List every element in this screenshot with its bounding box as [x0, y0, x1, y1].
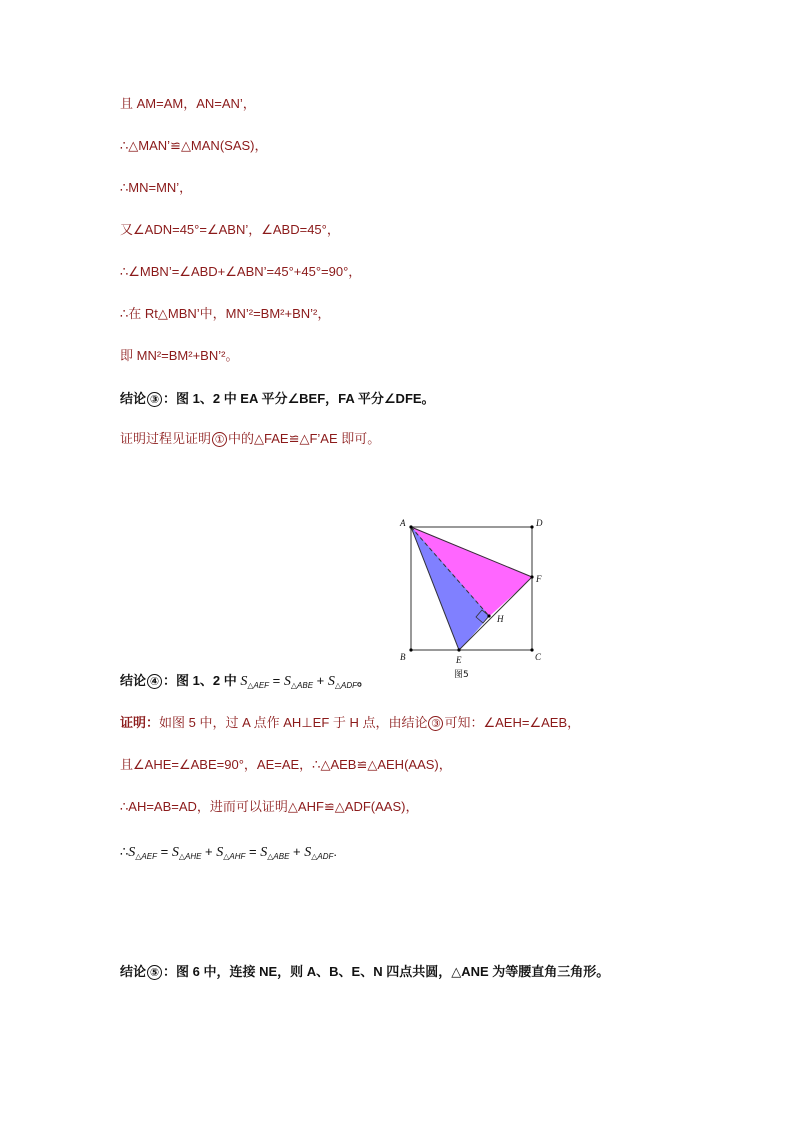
figure-5 [395, 515, 555, 685]
point-h [487, 614, 490, 617]
point-e [457, 648, 460, 651]
conclusion-3-number: ③ [147, 392, 162, 407]
conclusion-3-text: ：图 1、2 中 EA 平分∠BEF，FA 平分∠DFE。 [163, 391, 435, 406]
proof-4-formula: $\therefore S_{\triangle AEF} = S_{\triangle AHE} + S_{\triangle AHF} = S_{\triangle ABE} + S_{\triangle ADF}$. [120, 844, 338, 861]
label-b: B [400, 652, 406, 662]
proof-3-number: ① [212, 432, 227, 447]
proof-line-7: 即 MN²=BM²+BN’²。 [120, 348, 239, 363]
proof-line-6: ∴在 Rt△MBN’中，MN’²=BM²+BN’²， [120, 306, 331, 321]
conclusion-5-text: ：图 6 中，连接 NE，则 A、B、E、N 四点共圆，△ANE 为等腰直角三角形。 [163, 964, 610, 979]
proof-line-2: ∴△MAN’≌△MAN(SAS)， [120, 138, 268, 153]
label-e: E [456, 655, 462, 665]
point-b [409, 648, 412, 651]
conclusion-4-text: ：图 1、2 中 [163, 673, 237, 688]
proof-line-3: ∴MN=MN’， [120, 180, 193, 195]
proof-4-label: 证明： [120, 715, 160, 730]
point-a [409, 525, 412, 528]
proof-line-5: ∴∠MBN’=∠ABD+∠ABN’=45°+45°=90°， [120, 264, 362, 279]
label-d: D [536, 518, 543, 528]
conclusion-5-label: 结论 [120, 964, 147, 979]
proof-3 [120, 430, 380, 448]
proof-4-number: ③ [428, 716, 443, 731]
proof-line-4: 又∠ADN=45°=∠ABN’，∠ABD=45°， [120, 222, 340, 237]
proof-line-1: 且 AM=AM，AN=AN’， [120, 96, 256, 111]
conclusion-5 [120, 963, 609, 981]
conclusion-3 [120, 390, 435, 408]
label-f: F [536, 574, 542, 584]
point-d [530, 525, 533, 528]
label-c: C [535, 652, 542, 662]
proof-4-line-2: 且∠AHE=∠ABE=90°，AE=AE，∴△AEB≌△AEH(AAS)， [120, 757, 452, 772]
figure-caption: 图5 [454, 670, 469, 680]
proof-4-text-2: 可知：∠AEH=∠AEB， [444, 715, 581, 730]
proof-4-text-1: 如图 5 中，过 A 点作 AH⊥EF 于 H 点，由结论 [159, 715, 428, 730]
point-c [530, 648, 533, 651]
proof-3-post: 中的△FAE≌△F’AE 即可。 [228, 431, 381, 446]
conclusion-4-label: 结论 [120, 673, 147, 688]
proof-4-line-3: ∴AH=AB=AD，进而可以证明△AHF≌△ADF(AAS)， [120, 799, 419, 814]
conclusion-4-number: ④ [147, 674, 162, 689]
proof-4-line-1 [120, 714, 580, 732]
figure-5-diagram [395, 515, 555, 685]
conclusion-4-formula: $S_{\triangle AEF} = S_{\triangle ABE} + S_{\triangle ADF}$ [240, 673, 358, 690]
point-f [530, 575, 533, 578]
conclusion-5-number: ⑤ [147, 965, 162, 980]
proof-3-pre: 证明过程见证明 [120, 431, 212, 446]
label-h: H [497, 614, 504, 624]
conclusion-3-label: 结论 [120, 391, 147, 406]
conclusion-4: 结论 ④ ：图 1、2 中 $S_{\triangle AEF} = S_{\triangle ABE} + S_{\triangle ADF}$。 [120, 673, 371, 690]
label-a: A [400, 518, 406, 528]
